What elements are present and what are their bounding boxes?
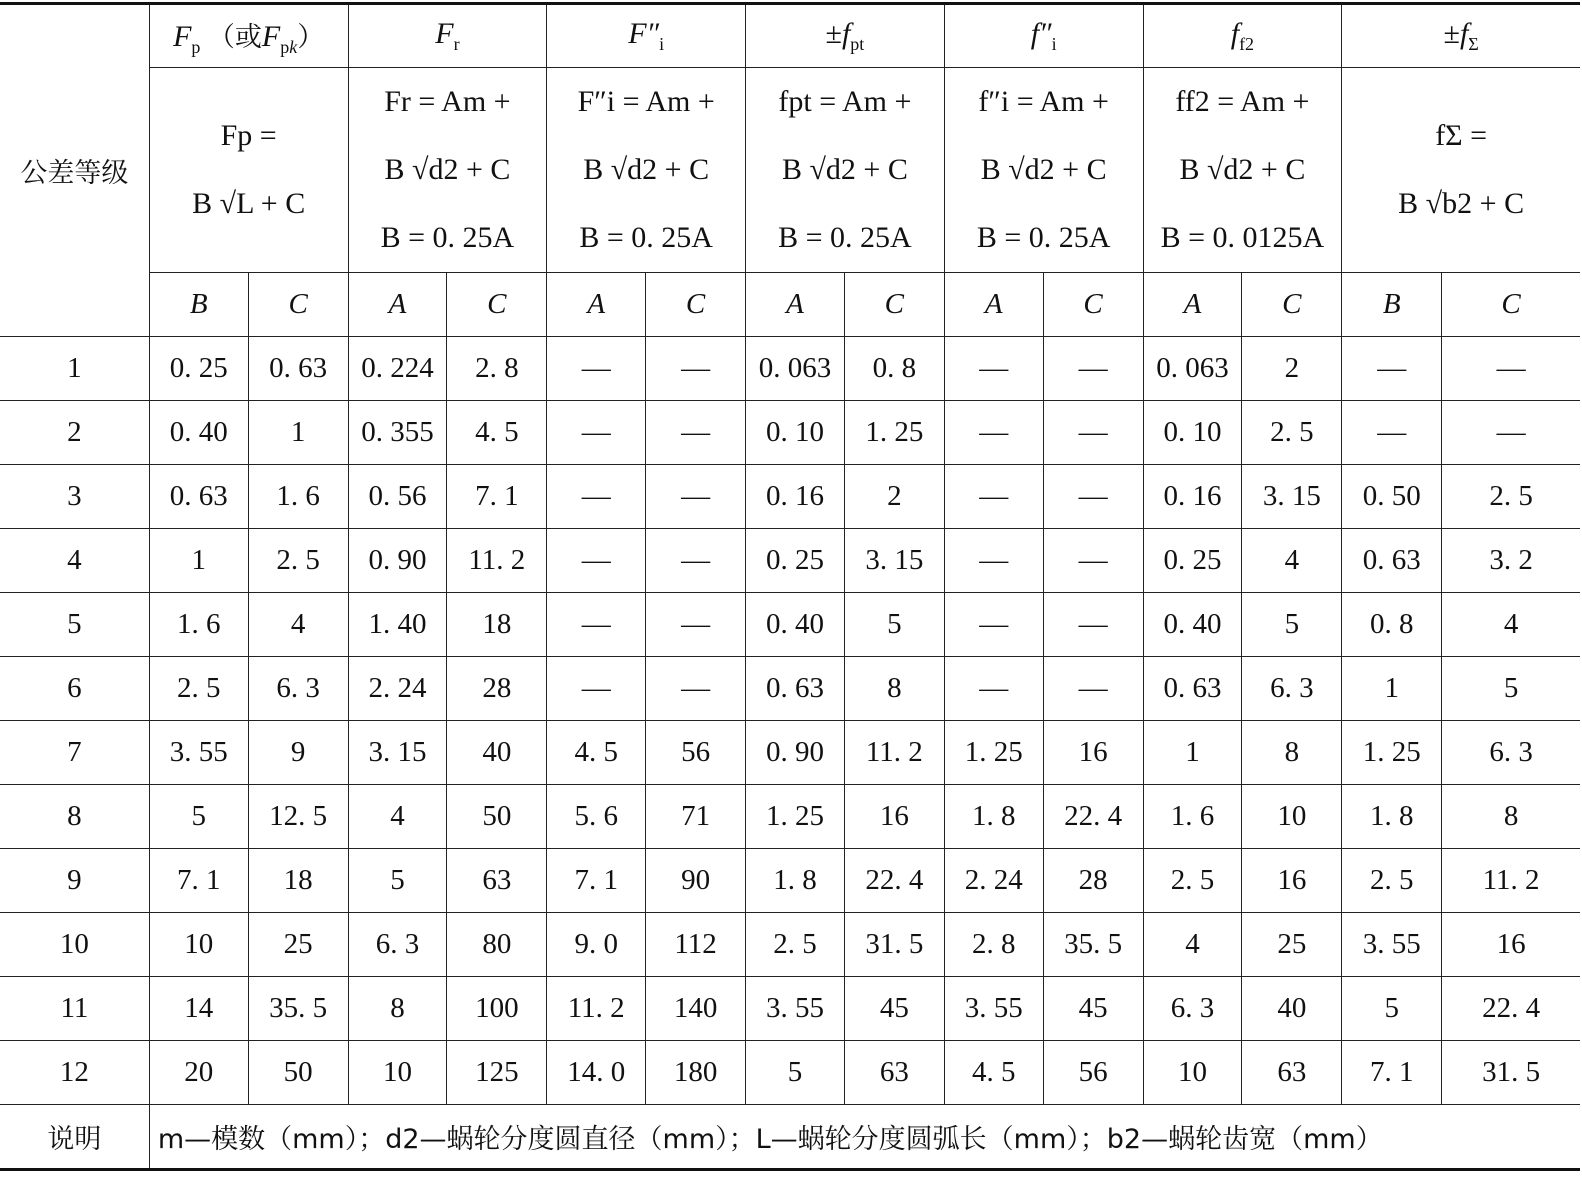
table-row [0,337,1580,401]
value-cell: — [547,401,646,465]
value-cell: 1. 25 [746,785,845,849]
formula-fi-small [944,68,1143,273]
value-cell: 50 [248,1041,348,1105]
value-cell: 3. 2 [1442,529,1580,593]
formula-line: fpt = Am + [778,85,912,118]
value-cell: — [646,337,746,401]
note-label: 说明 [0,1105,149,1170]
value-cell: — [646,465,746,529]
header-fpt: $\pm f_{pt}$ [746,4,945,68]
formula-fi2 [547,68,746,273]
value-cell: 0. 8 [1342,593,1442,657]
value-cell: 4 [1442,593,1580,657]
value-cell: 63 [844,1041,944,1105]
value-cell: 80 [447,913,547,977]
value-cell: 16 [1442,913,1580,977]
table-row [0,1041,1580,1105]
value-cell: — [1342,337,1442,401]
grade-cell: 9 [0,849,149,913]
value-cell: — [547,337,646,401]
value-cell: 8 [844,657,944,721]
value-cell: 1 [248,401,348,465]
value-cell: 0. 40 [746,593,845,657]
value-cell: 0. 63 [248,337,348,401]
value-cell: 5 [1242,593,1342,657]
value-cell: 7. 1 [547,849,646,913]
value-cell: 4. 5 [944,1041,1043,1105]
value-cell: 35. 5 [1043,913,1143,977]
value-cell: 0. 63 [149,465,248,529]
value-cell: 14 [149,977,248,1041]
value-cell: — [547,529,646,593]
value-cell: 2 [844,465,944,529]
value-cell: 0. 50 [1342,465,1442,529]
header-row-coefficients [0,273,1580,337]
sub-header: C [1442,273,1580,337]
value-cell: 6. 3 [1143,977,1242,1041]
value-cell: 16 [1043,721,1143,785]
value-cell: 25 [1242,913,1342,977]
value-cell: 6. 3 [248,657,348,721]
grade-cell: 6 [0,657,149,721]
sub-header: A [746,273,845,337]
value-cell: 0. 8 [844,337,944,401]
header-ff2: $f_{f2}$ [1143,4,1342,68]
value-cell: 9 [248,721,348,785]
note-row [0,1105,1580,1170]
formula-line: B = 0. 0125A [1160,221,1325,254]
header-fi-small: $f''_i$ [944,4,1143,68]
value-cell: 6. 3 [1242,657,1342,721]
value-cell: 4 [348,785,447,849]
grade-cell: 12 [0,1041,149,1105]
value-cell: 1. 40 [348,593,447,657]
value-cell: 140 [646,977,746,1041]
value-cell: — [646,593,746,657]
value-cell: 35. 5 [248,977,348,1041]
value-cell: 16 [844,785,944,849]
formula-ff2 [1143,68,1342,273]
value-cell: 125 [447,1041,547,1105]
formula-line: ff2 = Am + [1175,85,1310,118]
value-cell: 8 [348,977,447,1041]
value-cell: — [1342,401,1442,465]
table-row [0,529,1580,593]
formula-line: B √d2 + C [980,153,1107,186]
formula-line: B = 0. 25A [976,221,1111,254]
value-cell: 9. 0 [547,913,646,977]
formula-line: Fr = Am + [384,85,511,118]
value-cell: — [944,593,1043,657]
value-cell: — [944,337,1043,401]
formula-fp [149,68,348,273]
value-cell: 100 [447,977,547,1041]
value-cell: 2. 5 [248,529,348,593]
value-cell: 90 [646,849,746,913]
value-cell: — [1442,337,1580,401]
value-cell: 0. 063 [1143,337,1242,401]
value-cell: 12. 5 [248,785,348,849]
formula-line: B √L + C [192,187,306,220]
value-cell: 1. 25 [944,721,1043,785]
value-cell: 2. 5 [1242,401,1342,465]
value-cell: 20 [149,1041,248,1105]
header-fi2: $F''_i$ [547,4,746,68]
value-cell: 40 [447,721,547,785]
value-cell: 180 [646,1041,746,1105]
value-cell: 1. 8 [1342,785,1442,849]
value-cell: 11. 2 [547,977,646,1041]
value-cell: — [1043,657,1143,721]
value-cell: 10 [1143,1041,1242,1105]
value-cell: 0. 63 [746,657,845,721]
sub-header: C [248,273,348,337]
value-cell: 0. 25 [149,337,248,401]
formula-line: B √b2 + C [1398,187,1525,220]
value-cell: 6. 3 [348,913,447,977]
value-cell: 2 [1242,337,1342,401]
value-cell: 5. 6 [547,785,646,849]
value-cell: 1 [1342,657,1442,721]
formula-fpt [746,68,945,273]
value-cell: 3. 15 [348,721,447,785]
grade-cell: 2 [0,401,149,465]
value-cell: — [1442,401,1580,465]
header-fr: $F_r$ [348,4,547,68]
value-cell: 22. 4 [1043,785,1143,849]
formula-line: f″i = Am + [978,85,1109,118]
value-cell: — [547,657,646,721]
header-fsigma: $\pm f_\Sigma$ [1342,4,1580,68]
formula-line: fΣ = [1435,119,1488,152]
value-cell: 7. 1 [447,465,547,529]
table-row [0,657,1580,721]
value-cell: 2. 5 [149,657,248,721]
sub-header: A [944,273,1043,337]
table-row [0,977,1580,1041]
tolerance-table [0,2,1580,1171]
formula-line: B = 0. 25A [778,221,912,254]
value-cell: — [547,593,646,657]
value-cell: — [944,657,1043,721]
value-cell: — [1043,593,1143,657]
value-cell: 56 [1043,1041,1143,1105]
sub-header: C [844,273,944,337]
value-cell: 7. 1 [149,849,248,913]
value-cell: 1. 8 [944,785,1043,849]
table-row [0,401,1580,465]
table-row [0,465,1580,529]
value-cell: 6. 3 [1442,721,1580,785]
value-cell: — [1043,529,1143,593]
value-cell: 2. 5 [1442,465,1580,529]
value-cell: 2. 8 [944,913,1043,977]
value-cell: — [1043,401,1143,465]
value-cell: 31. 5 [844,913,944,977]
value-cell: 0. 10 [746,401,845,465]
value-cell: 4 [1242,529,1342,593]
table-row [0,849,1580,913]
value-cell: 0. 40 [149,401,248,465]
value-cell: 0. 25 [746,529,845,593]
value-cell: — [1043,337,1143,401]
header-row-formulas [0,68,1580,273]
value-cell: 50 [447,785,547,849]
value-cell: 10 [149,913,248,977]
value-cell: 11. 2 [447,529,547,593]
value-cell: 1 [149,529,248,593]
note-text: m—模数（mm）；d2—蜗轮分度圆直径（mm）；L—蜗轮分度圆弧长（mm）；b2—蜗轮齿宽（mm） [149,1105,1580,1170]
grade-cell: 11 [0,977,149,1041]
value-cell: — [646,401,746,465]
formula-line: F″i = Am + [577,85,715,118]
corner-label: 公差等级 [0,4,149,337]
value-cell: 31. 5 [1442,1041,1580,1105]
value-cell: 71 [646,785,746,849]
value-cell: 112 [646,913,746,977]
value-cell: 0. 224 [348,337,447,401]
value-cell: 4. 5 [447,401,547,465]
sub-header: A [547,273,646,337]
value-cell: — [1043,465,1143,529]
value-cell: 0. 16 [1143,465,1242,529]
table-row [0,721,1580,785]
sub-header: B [1342,273,1442,337]
value-cell: 63 [1242,1041,1342,1105]
value-cell: 0. 16 [746,465,845,529]
value-cell: 5 [348,849,447,913]
value-cell: 1. 25 [844,401,944,465]
table-row [0,593,1580,657]
value-cell: 2. 24 [348,657,447,721]
sub-header: B [149,273,248,337]
value-cell: 3. 15 [1242,465,1342,529]
table-row [0,913,1580,977]
value-cell: 3. 55 [944,977,1043,1041]
value-cell: 0. 10 [1143,401,1242,465]
value-cell: 40 [1242,977,1342,1041]
header-row-symbols [0,4,1580,68]
value-cell: 18 [447,593,547,657]
value-cell: 5 [1442,657,1580,721]
value-cell: 18 [248,849,348,913]
value-cell: 8 [1442,785,1580,849]
formula-line: B √d2 + C [583,153,710,186]
value-cell: 5 [149,785,248,849]
value-cell: 0. 40 [1143,593,1242,657]
sub-header: A [1143,273,1242,337]
value-cell: 5 [1342,977,1442,1041]
grade-cell: 10 [0,913,149,977]
value-cell: 28 [1043,849,1143,913]
value-cell: 3. 55 [149,721,248,785]
value-cell: — [944,401,1043,465]
value-cell: — [944,529,1043,593]
formula-fr [348,68,547,273]
value-cell: 10 [1242,785,1342,849]
value-cell: 2. 5 [1143,849,1242,913]
value-cell: 22. 4 [1442,977,1580,1041]
value-cell: 2. 8 [447,337,547,401]
sub-header: C [1242,273,1342,337]
value-cell: 16 [1242,849,1342,913]
grade-cell: 1 [0,337,149,401]
value-cell: 2. 24 [944,849,1043,913]
sub-header: A [348,273,447,337]
value-cell: 25 [248,913,348,977]
value-cell: 10 [348,1041,447,1105]
formula-fsigma [1342,68,1580,273]
sub-header: C [1043,273,1143,337]
value-cell: 4 [1143,913,1242,977]
value-cell: 0. 90 [746,721,845,785]
value-cell: 3. 55 [746,977,845,1041]
table-row [0,785,1580,849]
value-cell: 1. 25 [1342,721,1442,785]
value-cell: 11. 2 [1442,849,1580,913]
grade-cell: 4 [0,529,149,593]
formula-line: B = 0. 25A [380,221,515,254]
value-cell: 2. 5 [1342,849,1442,913]
formula-line: B √d2 + C [781,153,908,186]
value-cell: 1. 6 [149,593,248,657]
value-cell: — [646,657,746,721]
value-cell: 7. 1 [1342,1041,1442,1105]
value-cell: 63 [447,849,547,913]
value-cell: 11. 2 [844,721,944,785]
value-cell: 0. 63 [1143,657,1242,721]
value-cell: 56 [646,721,746,785]
formula-line: B = 0. 25A [579,221,713,254]
sub-header: C [447,273,547,337]
grade-cell: 7 [0,721,149,785]
formula-line: Fp = [220,119,277,152]
value-cell: 8 [1242,721,1342,785]
data-rows [0,337,1580,1105]
value-cell: 2. 5 [746,913,845,977]
value-cell: 0. 56 [348,465,447,529]
value-cell: 1. 6 [1143,785,1242,849]
value-cell: 0. 63 [1342,529,1442,593]
value-cell: 5 [746,1041,845,1105]
value-cell: 22. 4 [844,849,944,913]
value-cell: 1. 6 [248,465,348,529]
value-cell: 45 [844,977,944,1041]
value-cell: 0. 25 [1143,529,1242,593]
value-cell: 3. 55 [1342,913,1442,977]
value-cell: 0. 063 [746,337,845,401]
grade-cell: 8 [0,785,149,849]
value-cell: 1 [1143,721,1242,785]
grade-cell: 5 [0,593,149,657]
sub-header: C [646,273,746,337]
value-cell: 3. 15 [844,529,944,593]
value-cell: — [646,529,746,593]
value-cell: 1. 8 [746,849,845,913]
header-fp: $F_p$ （或$F_{pk}$） [149,4,348,68]
value-cell: 5 [844,593,944,657]
grade-cell: 3 [0,465,149,529]
value-cell: 45 [1043,977,1143,1041]
formula-line: B √d2 + C [1179,153,1306,186]
value-cell: — [944,465,1043,529]
value-cell: 0. 90 [348,529,447,593]
value-cell: 4 [248,593,348,657]
formula-line: B √d2 + C [384,153,511,186]
value-cell: 0. 355 [348,401,447,465]
value-cell: — [547,465,646,529]
value-cell: 28 [447,657,547,721]
value-cell: 4. 5 [547,721,646,785]
value-cell: 14. 0 [547,1041,646,1105]
